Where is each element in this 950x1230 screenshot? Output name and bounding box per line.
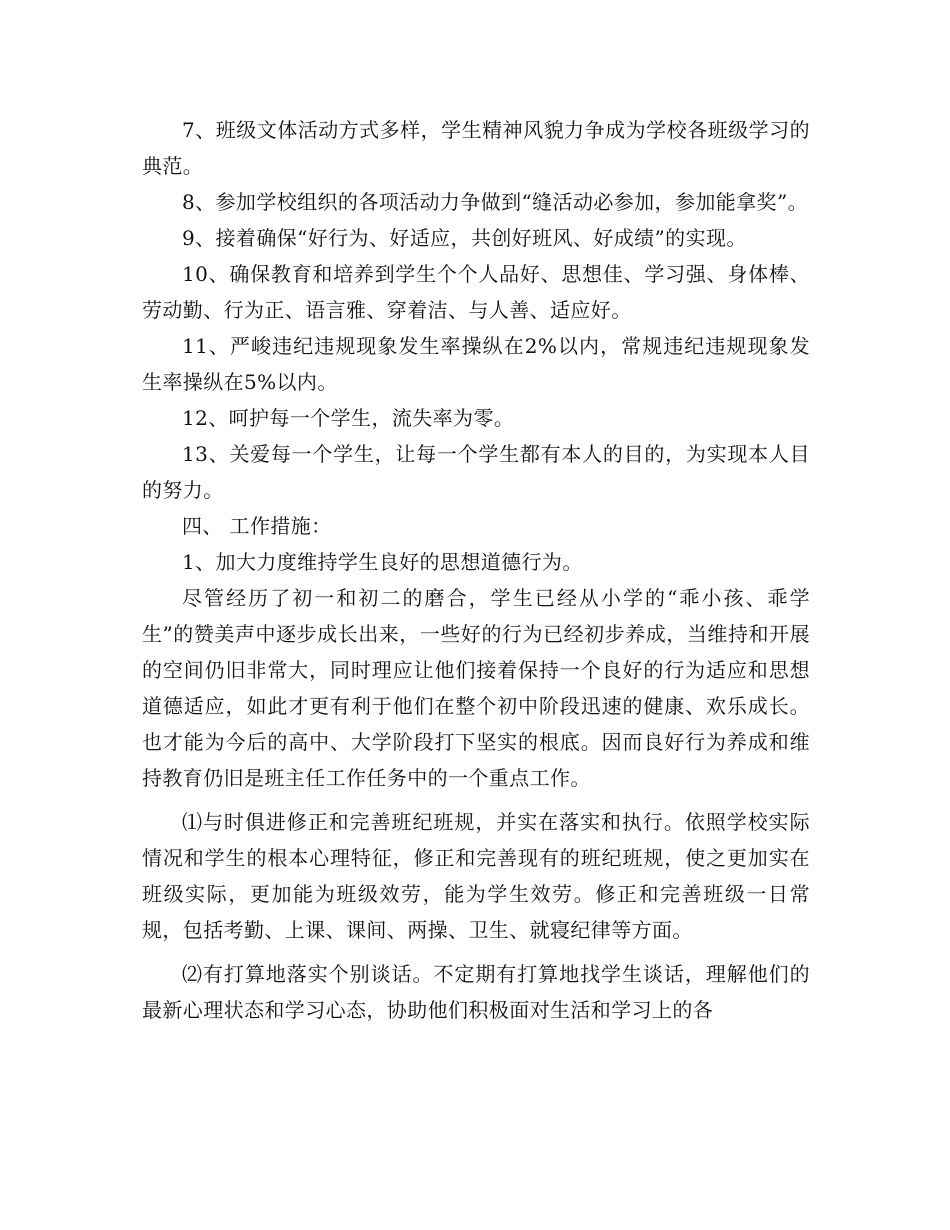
paragraph-goal-9: 9、接着确保“好行为、好适应，共创好班风、好成绩”的实现。	[182, 226, 747, 250]
paragraph-goal-11: 11、严峻违纪违规现象发生率操纵在2%以内，常规违纪违规现象发生率操纵在5%以内。	[142, 334, 810, 394]
document-body	[142, 112, 810, 1028]
section-heading-measures: 四、 工作措施：	[182, 514, 332, 538]
paragraph-measure-1-body: 尽管经历了初一和初二的磨合，学生已经从小学的“乖小孩、乖学生”的赞美声中逐步成长出来，一些好的行为已经初步养成，当维持和开展的空间仍旧非常大，同时理应让他们接着保持一个良好的行为适应和思想道德适应，如此才更有利于他们在整个初中阶段迅速的健康、欢乐成长。也才能为今后的高中、大学阶段打下坚实的根底。因而良好行为养成和维持教育仍旧是班主任工作任务中的一个重点工作。	[142, 586, 810, 790]
paragraph-goal-10: 10、确保教育和培养到学生个个人品好、思想佳、学习强、身体棒、劳动勤、行为正、语言雅、穿着洁、与人善、适应好。	[142, 262, 810, 322]
paragraph-goal-12: 12、呵护每一个学生，流失率为零。	[182, 406, 515, 430]
paragraph-goal-8: 8、参加学校组织的各项活动力争做到“缝活动必参加，参加能拿奖”。	[182, 190, 808, 214]
paragraph-goal-7: 7、班级文体活动方式多样，学生精神风貌力争成为学校各班级学习的典范。	[142, 118, 810, 178]
paragraph-measure-1-item-2: ⑵有打算地落实个别谈话。不定期有打算地找学生谈话，理解他们的最新心理状态和学习心态，协助他们积极面对生活和学习上的各	[142, 962, 810, 1022]
subheading-measure-1: 1、加大力度维持学生良好的思想道德行为。	[182, 550, 583, 574]
paragraph-goal-13: 13、关爱每一个学生，让每一个学生都有本人的目的，为实现本人目的努力。	[142, 442, 810, 502]
paragraph-measure-1-item-1: ⑴与时俱进修正和完善班纪班规，并实在落实和执行。依照学校实际情况和学生的根本心理特征，修正和完善现有的班纪班规，使之更加实在班级实际，更加能为班级效劳，能为学生效劳。修正和完善班级一日常规，包括考勤、上课、课间、两操、卫生、就寝纪律等方面。	[142, 810, 810, 942]
